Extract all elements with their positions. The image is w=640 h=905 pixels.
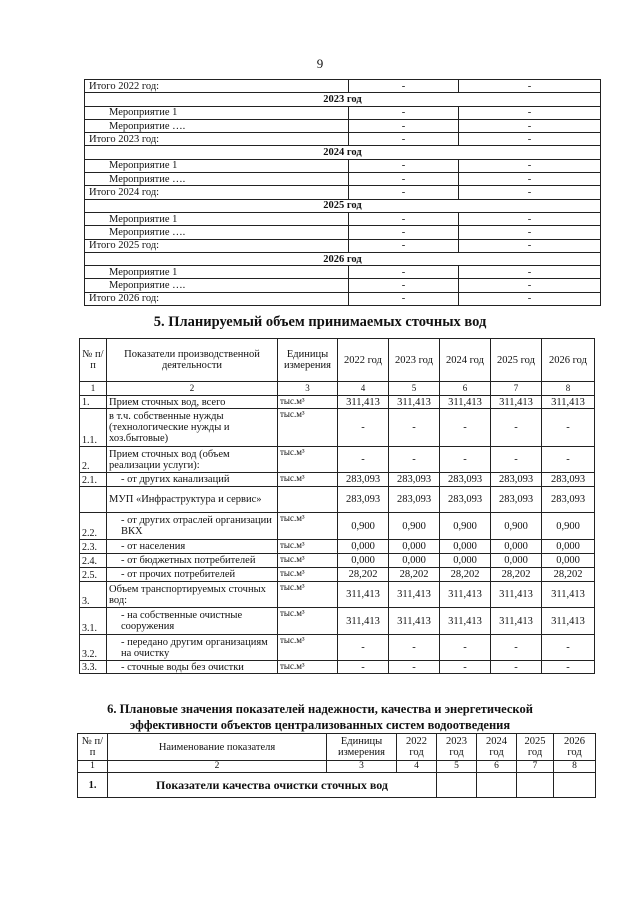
value-cell: 0,900 (440, 513, 491, 540)
value-cell: - (542, 635, 595, 661)
value-cell: 283,093 (440, 487, 491, 513)
reliability-indicators-table (77, 733, 596, 798)
col-number: 8 (554, 761, 596, 773)
row-np: 2. (80, 447, 107, 473)
value-cell: - (459, 159, 601, 172)
col-number: 6 (440, 382, 491, 396)
value-cell: - (338, 635, 389, 661)
row-unit: тыс.м³ (278, 582, 338, 608)
value-cell (517, 773, 554, 798)
value-cell: - (349, 266, 459, 279)
value-cell: - (349, 133, 459, 146)
year-label: 2024 год (85, 146, 601, 159)
col-number: 5 (389, 382, 440, 396)
value-cell: 283,093 (491, 473, 542, 487)
value-cell: - (349, 119, 459, 132)
value-cell: 0,000 (389, 540, 440, 554)
row-np: 1.1. (80, 409, 107, 447)
value-cell: - (349, 186, 459, 199)
col-number: 7 (517, 761, 554, 773)
row-np: 2.3. (80, 540, 107, 554)
header-name: Наименование показателя (108, 734, 327, 761)
value-cell: - (349, 279, 459, 292)
row-np: 2.4. (80, 554, 107, 568)
value-cell: 311,413 (389, 396, 440, 409)
table-row (80, 513, 595, 540)
value-cell: - (338, 447, 389, 473)
row-np: 1. (80, 396, 107, 409)
event-label: Мероприятие …. (85, 279, 349, 292)
value-cell: 0,900 (338, 513, 389, 540)
header-indicator: Показатели производственной деятельности (107, 339, 278, 382)
value-cell: - (459, 212, 601, 225)
table-row (80, 396, 595, 409)
value-cell: 283,093 (542, 487, 595, 513)
value-cell: - (349, 106, 459, 119)
section-6-title-line2: эффективности объектов централизованных систем водоотведения (129, 718, 511, 732)
event-label: Мероприятие 1 (85, 266, 349, 279)
event-row (85, 159, 601, 172)
investment-events-table (84, 79, 601, 306)
value-cell: - (542, 409, 595, 447)
value-cell: - (440, 661, 491, 674)
value-cell: - (459, 279, 601, 292)
row-np (80, 487, 107, 513)
col-number: 8 (542, 382, 595, 396)
event-row (85, 212, 601, 225)
value-cell: - (491, 661, 542, 674)
value-cell: 311,413 (491, 608, 542, 635)
value-cell: 311,413 (440, 582, 491, 608)
event-row (85, 119, 601, 132)
row-unit: тыс.м³ (278, 513, 338, 540)
value-cell: - (338, 661, 389, 674)
value-cell: - (349, 226, 459, 239)
value-cell: 0,000 (338, 540, 389, 554)
value-cell: 0,900 (389, 513, 440, 540)
header-year: 2026 год (542, 339, 595, 382)
table-header-row (80, 339, 595, 382)
header-unit: Единицы измерения (278, 339, 338, 382)
header-year: 2026 год (554, 734, 596, 761)
value-cell: 0,000 (542, 554, 595, 568)
header-np: № п/п (80, 339, 107, 382)
total-label: Итого 2023 год: (85, 133, 349, 146)
value-cell: 0,900 (542, 513, 595, 540)
value-cell: 0,000 (440, 540, 491, 554)
value-cell: 311,413 (542, 608, 595, 635)
value-cell: 28,202 (542, 568, 595, 582)
total-label: Итого 2025 год: (85, 239, 349, 252)
row-name: Показатели качества очистки сточных вод (108, 773, 437, 798)
total-label: Итого 2026 год: (85, 292, 349, 305)
value-cell: 311,413 (338, 396, 389, 409)
row-unit: тыс.м³ (278, 473, 338, 487)
value-cell: 311,413 (491, 396, 542, 409)
row-np: 1. (78, 773, 108, 798)
event-label: Мероприятие 1 (85, 159, 349, 172)
header-year: 2023 год (389, 339, 440, 382)
value-cell: - (542, 447, 595, 473)
value-cell: 0,000 (389, 554, 440, 568)
row-unit (278, 487, 338, 513)
row-np: 3. (80, 582, 107, 608)
value-cell: - (349, 292, 459, 305)
header-year: 2023 год (437, 734, 477, 761)
value-cell: - (459, 173, 601, 186)
table-row (80, 608, 595, 635)
col-number: 7 (491, 382, 542, 396)
value-cell: 0,000 (491, 540, 542, 554)
col-number: 3 (327, 761, 397, 773)
value-cell: 0,900 (491, 513, 542, 540)
page-number: 9 (316, 56, 324, 71)
value-cell: - (459, 239, 601, 252)
table-row (80, 540, 595, 554)
value-cell: 283,093 (389, 487, 440, 513)
col-number: 2 (108, 761, 327, 773)
value-cell: 28,202 (338, 568, 389, 582)
value-cell: 283,093 (338, 473, 389, 487)
table-row (80, 473, 595, 487)
row-indicator-name: - от других канализаций (107, 473, 278, 487)
row-np: 2.5. (80, 568, 107, 582)
value-cell: 311,413 (389, 608, 440, 635)
event-row (85, 279, 601, 292)
row-indicator-name: - от других отраслей организации ВКХ (107, 513, 278, 540)
row-indicator-name: - передано другим организациям на очистку (107, 635, 278, 661)
table-row (80, 554, 595, 568)
header-year: 2024 год (440, 339, 491, 382)
value-cell: - (459, 119, 601, 132)
total-row (85, 292, 601, 305)
value-cell (477, 773, 517, 798)
header-year: 2025 год (517, 734, 554, 761)
event-row (85, 106, 601, 119)
total-row (85, 133, 601, 146)
table-row (80, 635, 595, 661)
year-header-row (85, 93, 601, 106)
column-numbers-row (80, 382, 595, 396)
row-indicator-name: в т.ч. собственные нужды (технологические нужды и хоз.бытовые) (107, 409, 278, 447)
col-number: 1 (78, 761, 108, 773)
value-cell: 283,093 (440, 473, 491, 487)
row-unit: тыс.м³ (278, 447, 338, 473)
table-row (80, 447, 595, 473)
col-number: 1 (80, 382, 107, 396)
value-cell: 311,413 (338, 608, 389, 635)
row-indicator-name: Объем транспортируемых сточных вод: (107, 582, 278, 608)
value-cell: - (349, 239, 459, 252)
value-cell: - (459, 106, 601, 119)
col-number: 4 (338, 382, 389, 396)
table-row (80, 661, 595, 674)
event-row (85, 226, 601, 239)
row-np: 3.2. (80, 635, 107, 661)
year-label: 2023 год (85, 93, 601, 106)
value-cell: 0,000 (338, 554, 389, 568)
col-number: 2 (107, 382, 278, 396)
row-np: 2.1. (80, 473, 107, 487)
header-unit: Единицы измерения (327, 734, 397, 761)
row-indicator-name: - от бюджетных потребителей (107, 554, 278, 568)
row-unit: тыс.м³ (278, 608, 338, 635)
event-row (85, 173, 601, 186)
value-cell: 0,000 (491, 554, 542, 568)
header-year: 2025 год (491, 339, 542, 382)
table-row (80, 582, 595, 608)
row-np: 3.3. (80, 661, 107, 674)
section-6-title (0, 701, 640, 733)
value-cell: - (542, 661, 595, 674)
value-cell: - (459, 133, 601, 146)
year-label: 2026 год (85, 252, 601, 265)
value-cell: 311,413 (440, 608, 491, 635)
value-cell: - (459, 186, 601, 199)
table-row (80, 487, 595, 513)
value-cell: - (389, 661, 440, 674)
table-header-row (78, 734, 596, 761)
value-cell: - (389, 409, 440, 447)
value-cell: - (349, 80, 459, 93)
row-unit: тыс.м³ (278, 568, 338, 582)
value-cell (554, 773, 596, 798)
section-5-title: 5. Планируемый объем принимаемых сточных вод (153, 314, 487, 330)
total-label: Итого 2024 год: (85, 186, 349, 199)
row-unit: тыс.м³ (278, 540, 338, 554)
value-cell: 311,413 (389, 582, 440, 608)
year-header-row (85, 252, 601, 265)
event-label: Мероприятие …. (85, 173, 349, 186)
header-np: № п/п (78, 734, 108, 761)
header-year: 2022 год (397, 734, 437, 761)
value-cell: - (389, 447, 440, 473)
table-row (80, 409, 595, 447)
row-unit: тыс.м³ (278, 396, 338, 409)
value-cell: - (491, 447, 542, 473)
section-6-title-line1: 6. Плановые значения показателей надежности, качества и энергетической (107, 702, 533, 716)
value-cell: - (491, 635, 542, 661)
value-cell: - (459, 292, 601, 305)
total-row (85, 80, 601, 93)
total-label: Итого 2022 год: (85, 80, 349, 93)
value-cell: - (440, 447, 491, 473)
row-unit: тыс.м³ (278, 554, 338, 568)
value-cell (437, 773, 477, 798)
table-row (78, 773, 596, 798)
event-label: Мероприятие …. (85, 226, 349, 239)
event-label: Мероприятие 1 (85, 106, 349, 119)
event-label: Мероприятие …. (85, 119, 349, 132)
value-cell: - (459, 226, 601, 239)
col-number: 6 (477, 761, 517, 773)
value-cell: - (440, 409, 491, 447)
wastewater-volume-table (79, 338, 595, 674)
year-header-row (85, 199, 601, 212)
value-cell: - (349, 173, 459, 186)
event-label: Мероприятие 1 (85, 212, 349, 225)
table-row (80, 568, 595, 582)
row-indicator-name: - на собственные очистные сооружения (107, 608, 278, 635)
row-indicator-name: - от прочих потребителей (107, 568, 278, 582)
column-numbers-row (78, 761, 596, 773)
col-number: 4 (397, 761, 437, 773)
row-indicator-name: Прием сточных вод (объем реализации услуги): (107, 447, 278, 473)
row-unit: тыс.м³ (278, 661, 338, 674)
value-cell: 28,202 (440, 568, 491, 582)
col-number: 3 (278, 382, 338, 396)
value-cell: 0,000 (440, 554, 491, 568)
value-cell: - (389, 635, 440, 661)
value-cell: 283,093 (389, 473, 440, 487)
value-cell: 28,202 (389, 568, 440, 582)
value-cell: 283,093 (338, 487, 389, 513)
value-cell: - (459, 80, 601, 93)
total-row (85, 186, 601, 199)
row-np: 3.1. (80, 608, 107, 635)
row-indicator-name: - от населения (107, 540, 278, 554)
value-cell: 283,093 (542, 473, 595, 487)
header-year: 2024 год (477, 734, 517, 761)
col-number: 5 (437, 761, 477, 773)
value-cell: 28,202 (491, 568, 542, 582)
value-cell: - (349, 212, 459, 225)
row-indicator-name: - сточные воды без очистки (107, 661, 278, 674)
row-unit: тыс.м³ (278, 409, 338, 447)
event-row (85, 266, 601, 279)
value-cell: 311,413 (338, 582, 389, 608)
year-header-row (85, 146, 601, 159)
row-np: 2.2. (80, 513, 107, 540)
value-cell: 283,093 (491, 487, 542, 513)
value-cell: 0,000 (542, 540, 595, 554)
value-cell: 311,413 (542, 396, 595, 409)
row-unit: тыс.м³ (278, 635, 338, 661)
total-row (85, 239, 601, 252)
row-indicator-name: МУП «Инфраструктура и сервис» (107, 487, 278, 513)
year-label: 2025 год (85, 199, 601, 212)
value-cell: - (491, 409, 542, 447)
value-cell: 311,413 (491, 582, 542, 608)
row-indicator-name: Прием сточных вод, всего (107, 396, 278, 409)
value-cell: - (349, 159, 459, 172)
value-cell: - (459, 266, 601, 279)
header-year: 2022 год (338, 339, 389, 382)
value-cell: 311,413 (542, 582, 595, 608)
value-cell: - (338, 409, 389, 447)
value-cell: 311,413 (440, 396, 491, 409)
value-cell: - (440, 635, 491, 661)
